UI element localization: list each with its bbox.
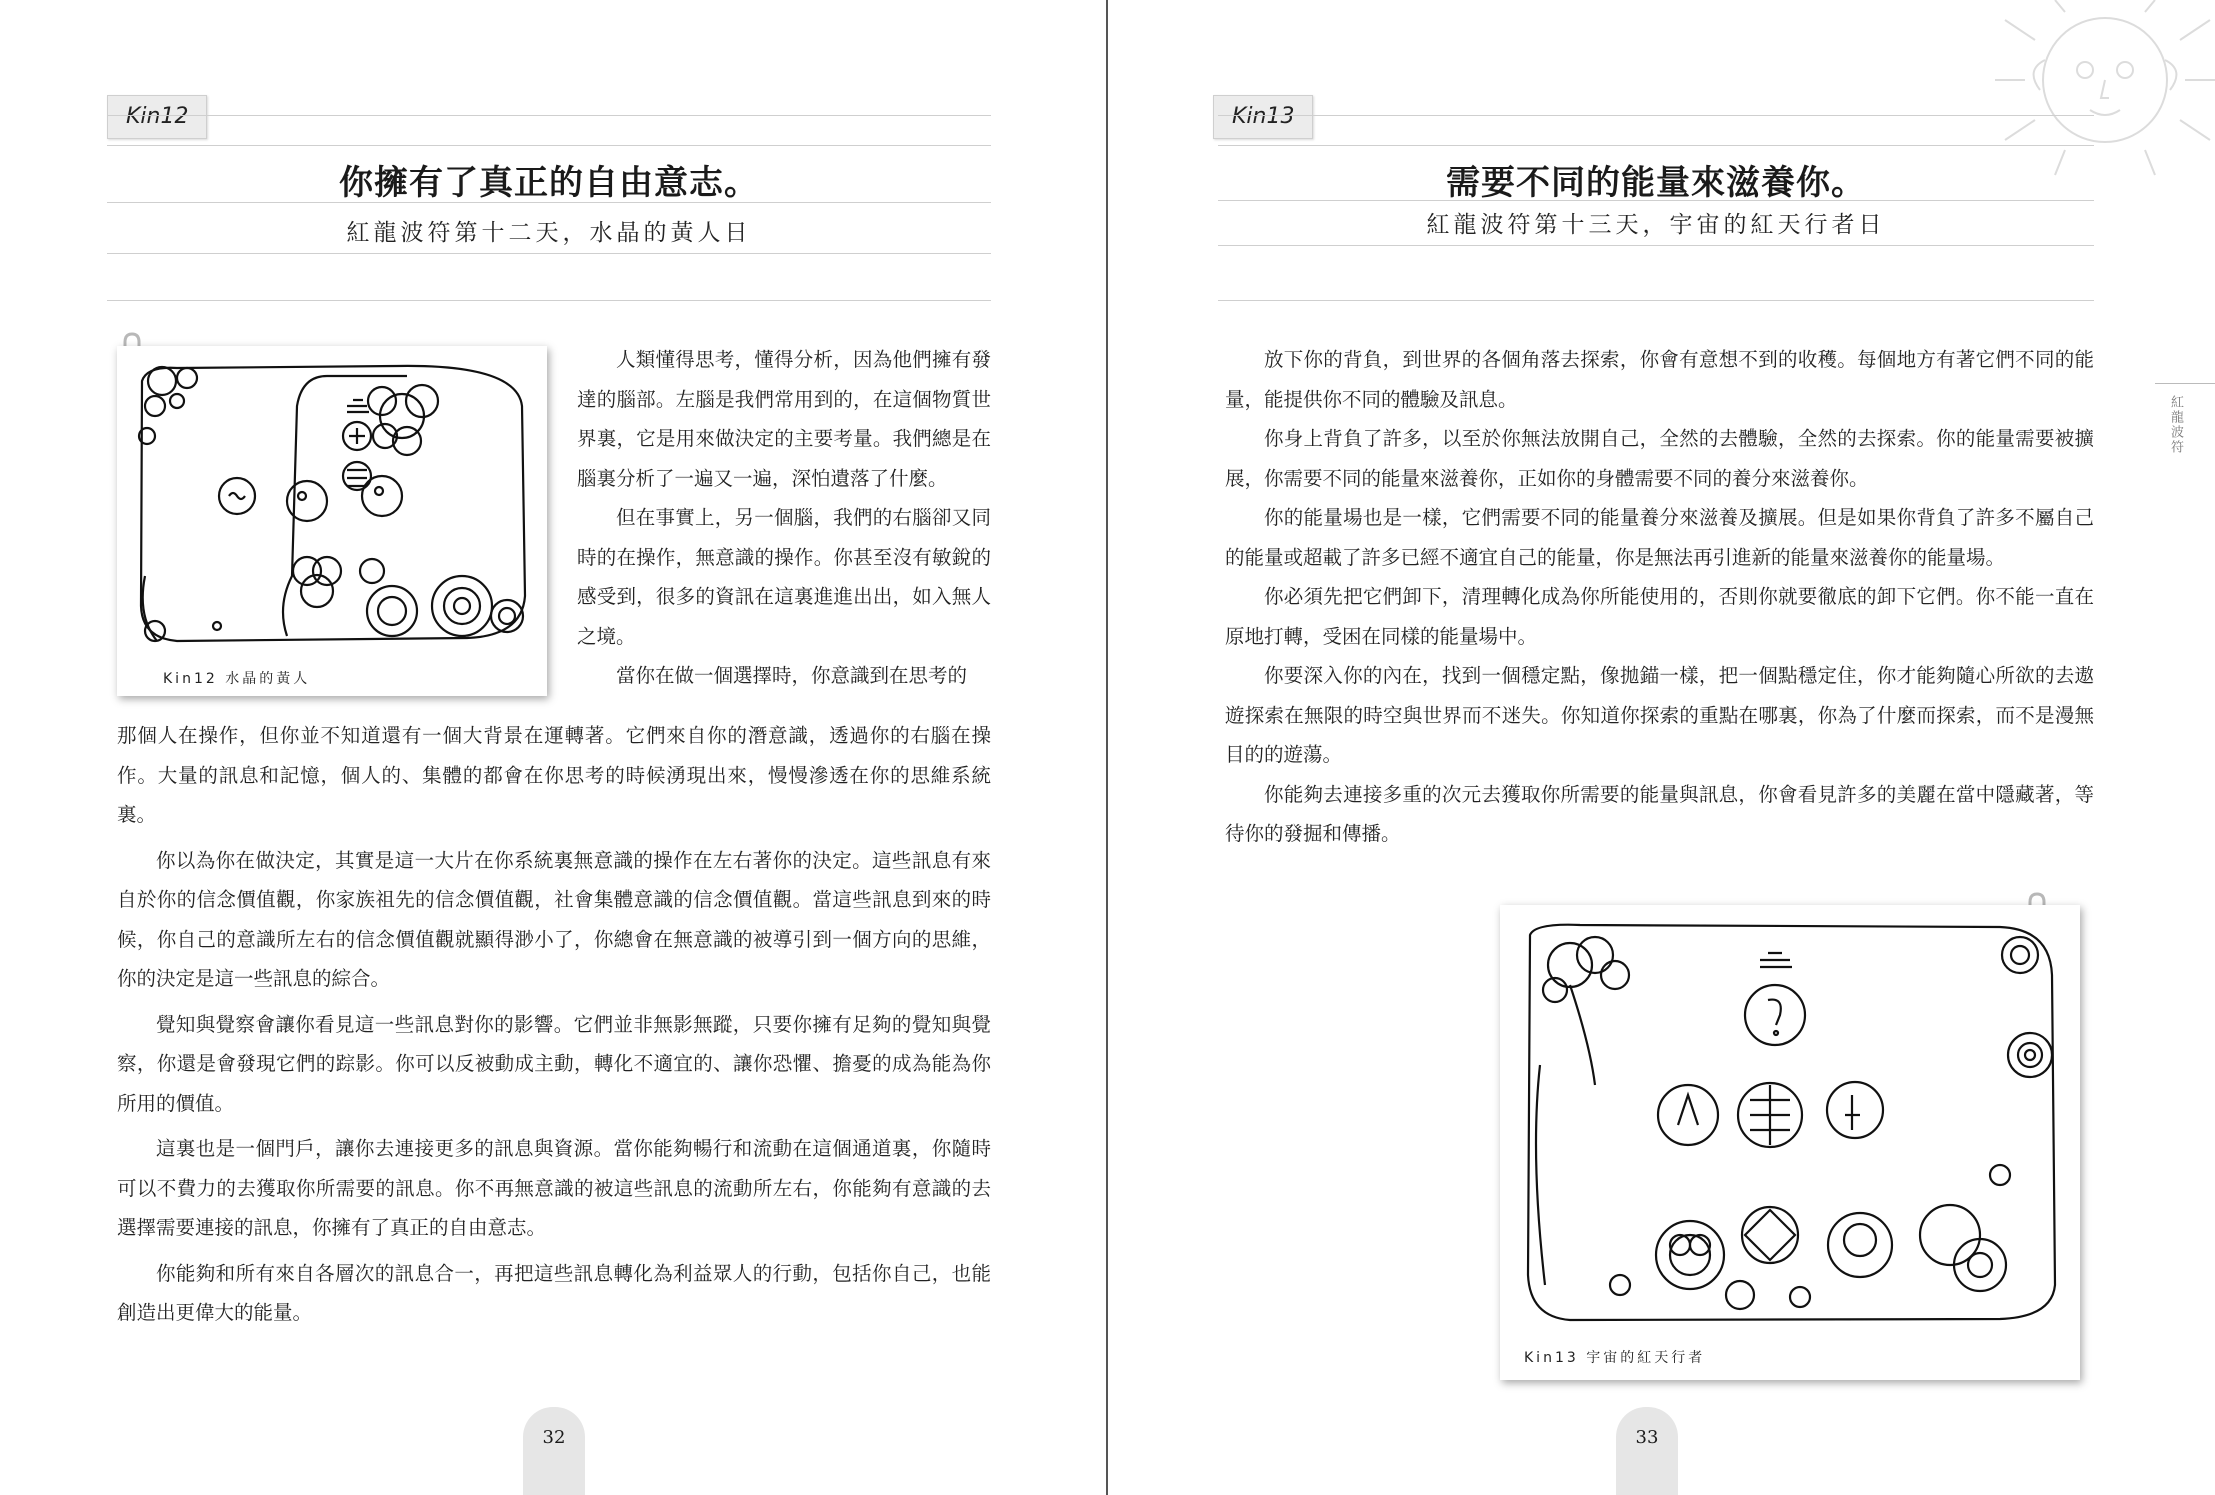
left-page [0, 0, 1107, 1495]
page-title: 你擁有了真正的自由意志。 [339, 163, 759, 203]
divider [1218, 245, 2094, 246]
divider [107, 115, 991, 116]
page-number: 33 [1616, 1407, 1678, 1495]
main-column [1225, 340, 2094, 854]
main-column [117, 716, 991, 1333]
glyph-drawing-icon [117, 346, 547, 666]
paragraph: 那個人在操作，但你並不知道還有一個大背景在運轉著。它們來自你的潛意識，透過你的右腦在操作。大量的訊息和記憶，個人的、集體的都會在你思考的時候湧現出來，慢慢滲透在你的思維系統裏。 [117, 724, 991, 826]
paragraph: 你的能量場也是一樣，它們需要不同的能量養分來滋養及擴展。但是如果你背負了許多不屬自己的能量或超載了許多已經不適宜自己的能量，你是無法再引進新的能量來滋養你的能量場。 [1225, 506, 2094, 569]
paragraph: 你能夠去連接多重的次元去獲取你所需要的能量與訊息，你會看見許多的美麗在當中隱藏著，等待你的發掘和傳播。 [1225, 782, 2094, 845]
page-subtitle: 紅龍波符第十二天，水晶的黃人日 [346, 220, 752, 246]
divider [107, 202, 991, 203]
paragraph: 覺知與覺察會讓你看見這一些訊息對你的影響。它們並非無影無蹤，只要你擁有足夠的覺知與覺察，你還是會發現它們的踪影。你可以反被動成主動，轉化不適宜的、讓你恐懼、擔憂的成為能為你所用的價值。 [117, 1012, 991, 1115]
glyph-drawing-icon [1500, 905, 2080, 1345]
photo-caption: Kin13 宇宙的紅天行者 [1524, 1350, 1706, 1366]
kin-tab: Kin12 [107, 95, 207, 139]
side-rule [2155, 383, 2215, 384]
paragraph: 你身上背負了許多，以至於你無法放開自己，全然的去體驗，全然的去探索。你的能量需要被擴展，你需要不同的能量來滋養你，正如你的身體需要不同的養分來滋養你。 [1225, 427, 2094, 490]
page-subtitle: 紅龍波符第十三天，宇宙的紅天行者日 [1426, 212, 1886, 238]
page-number: 32 [523, 1407, 585, 1495]
divider [107, 145, 991, 146]
paragraph: 但在事實上，另一個腦，我們的右腦卻又同時的在操作，無意識的操作。你甚至沒有敏銳的感受到，很多的資訊在這裏進進出出，如入無人之境。 [577, 506, 991, 648]
paragraph: 你要深入你的內在，找到一個穩定點，像拋錨一樣，把一個點穩定住，你才能夠隨心所欲的去遨遊探索在無限的時空與世界而不迷失。你知道你探索的重點在哪裏，你為了什麼而探索，而不是漫無目的的遊蕩。 [1225, 664, 2094, 766]
paragraph: 你以為你在做決定，其實是這一大片在你系統裏無意識的操作在左右著你的決定。這些訊息有來自於你的信念價值觀，你家族祖先的信念價值觀，社會集體意識的信念價值觀。當這些訊息到來的時候，你自己的意識所左右的信念價值觀就顯得渺小了，你總會在無意識的被導引到一個方向的思維，你的決定是這一些訊息的綜合。 [117, 848, 991, 990]
page-title: 需要不同的能量來滋養你。 [1446, 163, 1866, 203]
wrap-column [577, 340, 991, 696]
side-label: 紅龍波符 [2168, 395, 2183, 455]
paragraph: 當你在做一個選擇時，你意識到在思考的 [616, 664, 968, 687]
paragraph: 人類懂得思考，懂得分析，因為他們擁有發達的腦部。左腦是我們常用到的，在這個物質世界裏，它是用來做決定的主要考量。我們總是在腦裏分析了一遍又一遍，深怕遺落了什麼。 [577, 348, 991, 490]
kin12-drawing [117, 346, 547, 696]
divider [107, 253, 991, 254]
paragraph: 你能夠和所有來自各層次的訊息合一，再把這些訊息轉化為利益眾人的行動，包括你自己，也能創造出更偉大的能量。 [117, 1261, 991, 1324]
divider [1218, 200, 2094, 201]
right-page [1108, 0, 2215, 1495]
paragraph: 你必須先把它們卸下，清理轉化成為你所能使用的，否則你就要徹底的卸下它們。你不能一直在原地打轉，受困在同樣的能量場中。 [1225, 585, 2094, 648]
kin-tab: Kin13 [1213, 95, 1313, 139]
divider [107, 300, 991, 301]
paragraph: 放下你的背負，到世界的各個角落去探索，你會有意想不到的收穫。每個地方有著它們不同的能量，能提供你不同的體驗及訊息。 [1225, 348, 2094, 411]
photo-caption: Kin12 水晶的黃人 [163, 671, 311, 687]
divider [1218, 300, 2094, 301]
divider [1218, 145, 2094, 146]
paragraph: 這裏也是一個門戶，讓你去連接更多的訊息與資源。當你能夠暢行和流動在這個通道裏，你隨時可以不費力的去獲取你所需要的訊息。你不再無意識的被這些訊息的流動所左右，你能夠有意識的去選擇需要連接的訊息，你擁有了真正的自由意志。 [117, 1137, 991, 1239]
kin13-drawing [1500, 905, 2080, 1380]
divider [1218, 115, 2094, 116]
